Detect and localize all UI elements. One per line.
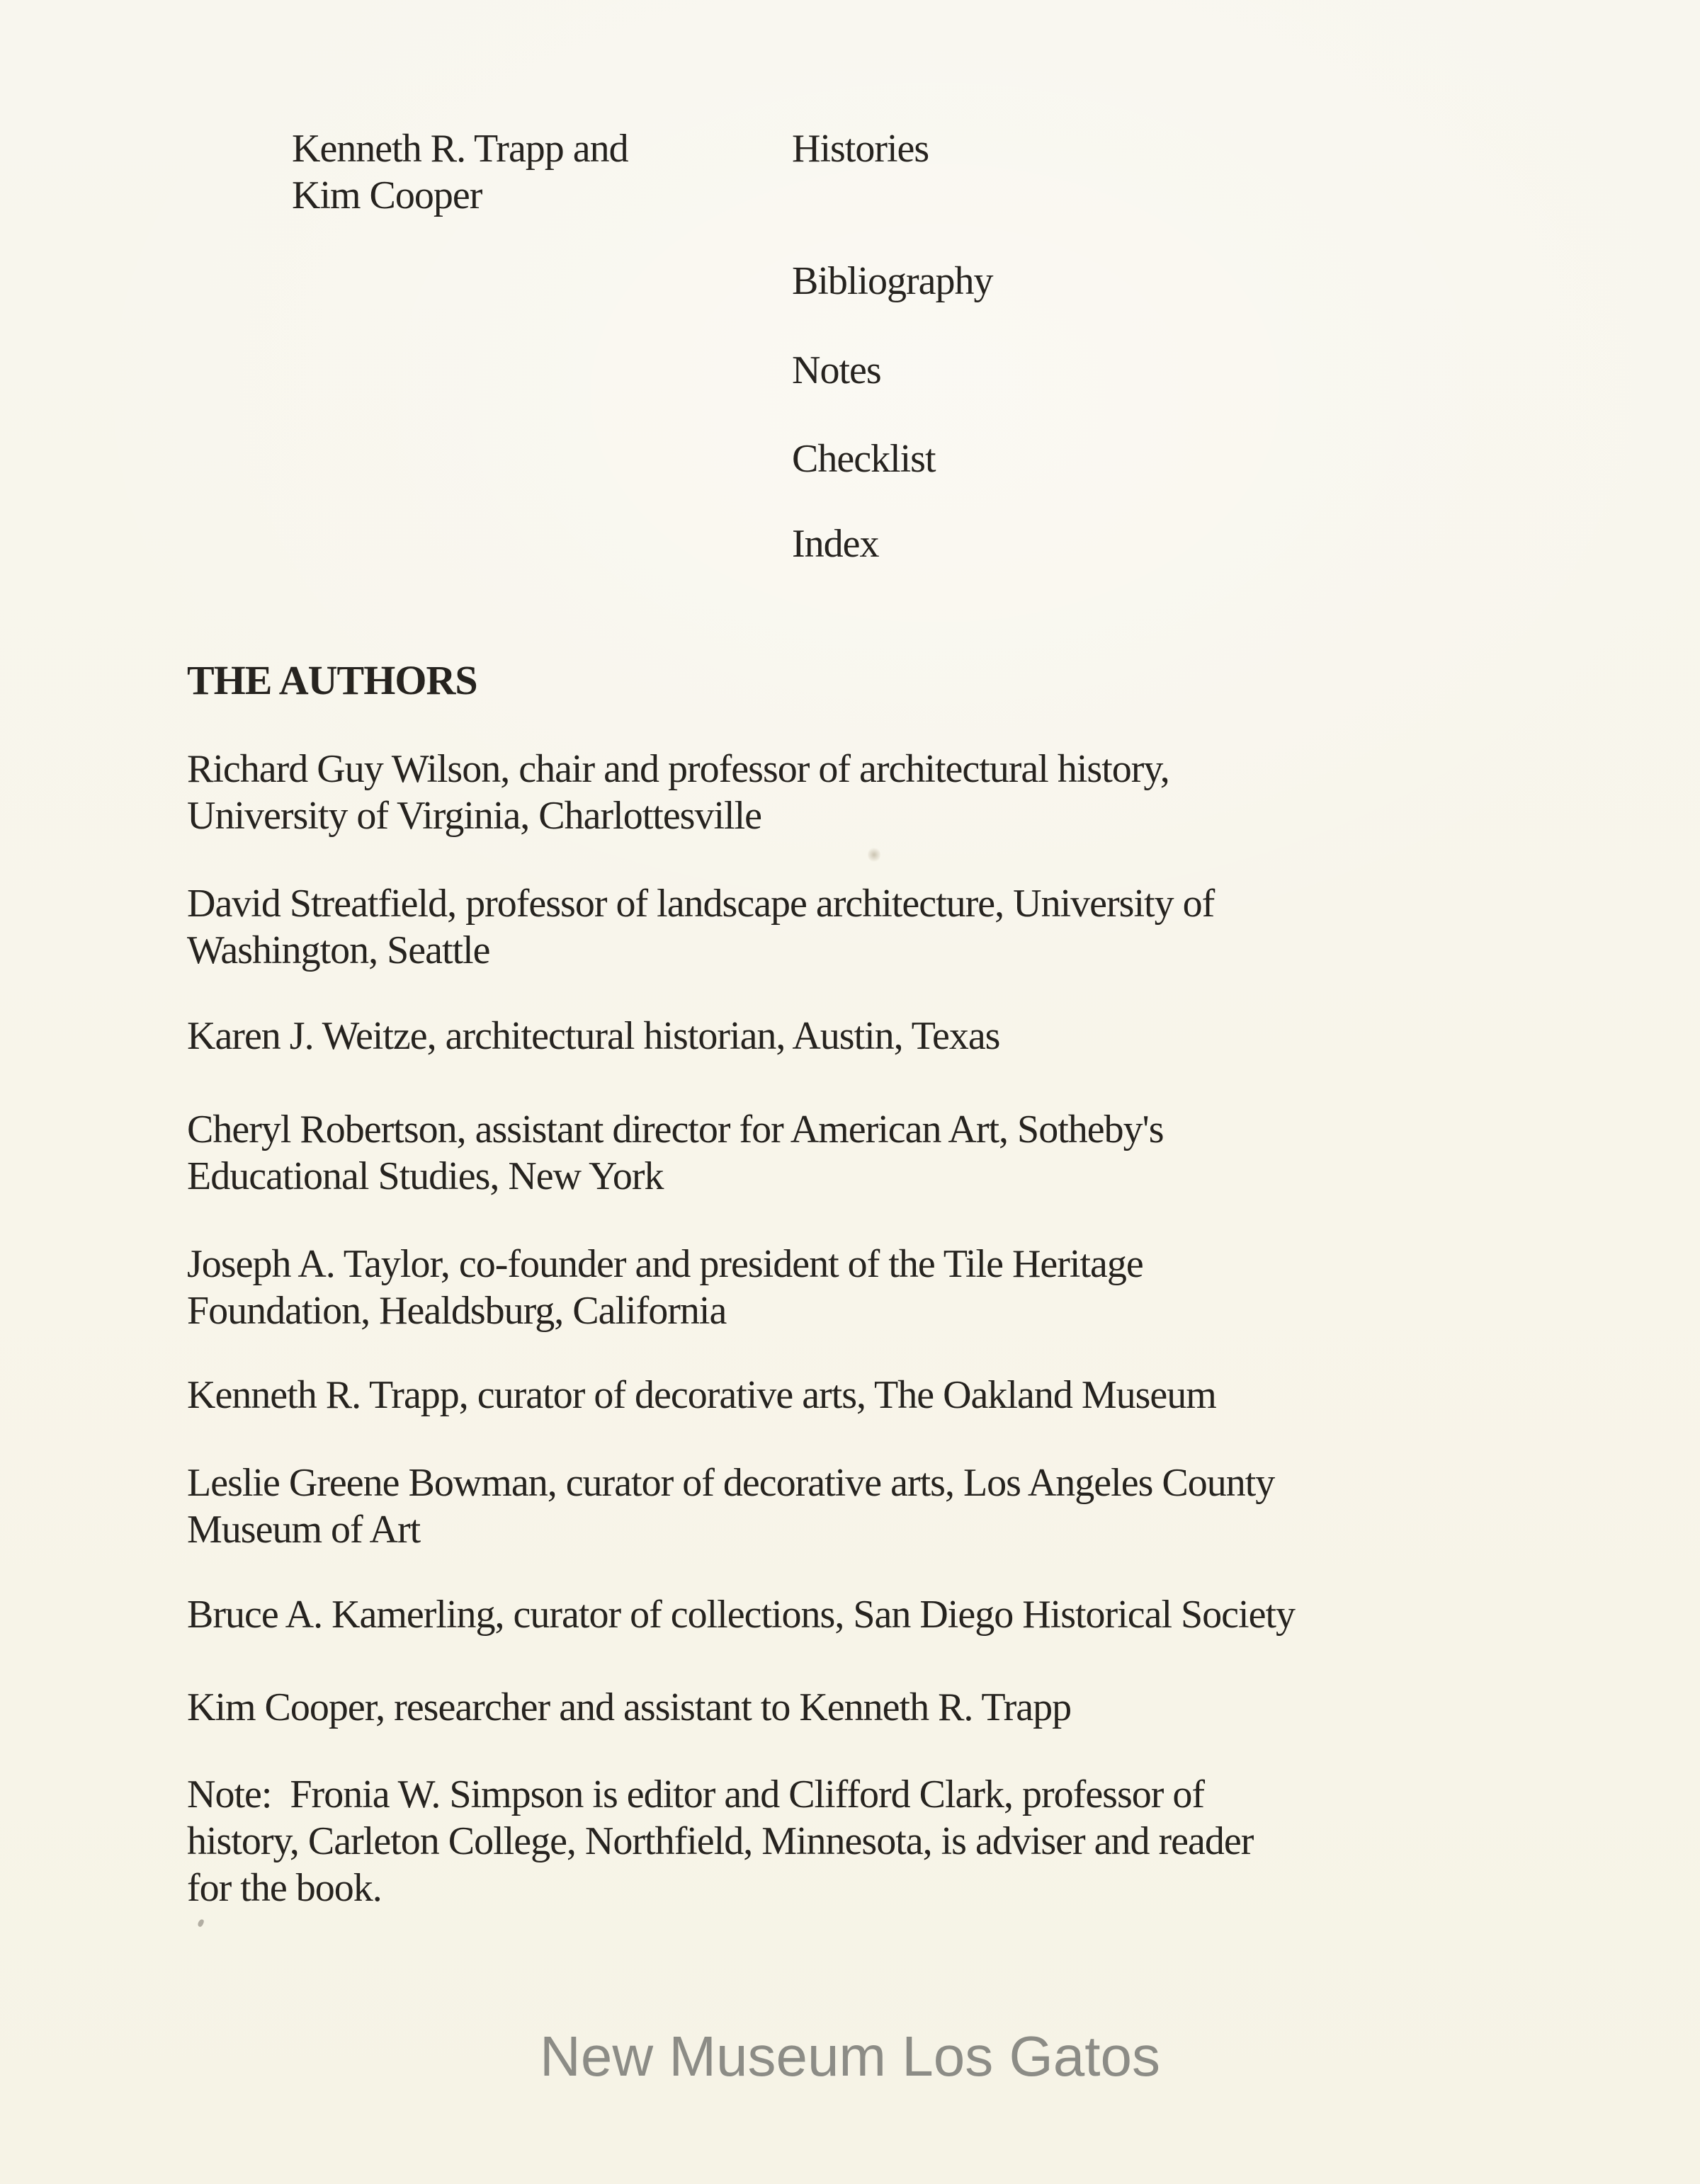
author-entry-trapp: [187, 1372, 1216, 1418]
contents-item-index: Index: [792, 522, 879, 566]
byline-line-1: Kenneth R. Trapp and: [292, 127, 628, 171]
author-line: Kim Cooper, researcher and assistant to Kenneth R. Trapp: [187, 1685, 1072, 1729]
scan-artifact-tick: [197, 1918, 205, 1928]
author-entry-weitze: [187, 1013, 999, 1059]
author-line: Kenneth R. Trapp, curator of decorative arts, The Oakland Museum: [187, 1373, 1216, 1417]
author-entry-taylor: [187, 1241, 1143, 1334]
author-entry-cooper: [187, 1684, 1071, 1731]
author-entry-bowman: [187, 1460, 1274, 1553]
note-line: Note: Fronia W. Simpson is editor and Clifford Clark, professor of: [187, 1773, 1205, 1816]
author-line: Bruce A. Kamerling, curator of collections, San Diego Historical Society: [187, 1593, 1296, 1637]
scan-artifact-dot: [868, 847, 880, 863]
contents-item-checklist: Checklist: [792, 437, 936, 481]
author-entry-robertson: [187, 1106, 1164, 1200]
author-line: Washington, Seattle: [187, 928, 490, 972]
author-line: Richard Guy Wilson, chair and professor of architectural history,: [187, 747, 1169, 791]
author-line: Leslie Greene Bowman, curator of decorative arts, Los Angeles County: [187, 1461, 1275, 1505]
byline: [292, 125, 628, 219]
authors-section-heading: THE AUTHORS: [187, 657, 477, 703]
author-line: University of Virginia, Charlottesville: [187, 794, 762, 838]
contents-item-histories: Histories: [792, 127, 929, 171]
author-line: David Streatfield, professor of landscape architecture, University of: [187, 882, 1215, 926]
author-entry-kamerling: [187, 1591, 1295, 1638]
author-line: Foundation, Healdsburg, California: [187, 1289, 727, 1333]
author-line: Museum of Art: [187, 1508, 421, 1552]
author-entry-streatfield: [187, 880, 1214, 974]
author-line: Educational Studies, New York: [187, 1154, 664, 1198]
watermark-text: New Museum Los Gatos: [540, 2025, 1160, 2088]
author-line: Cheryl Robertson, assistant director for American Art, Sotheby's: [187, 1108, 1164, 1151]
note-paragraph: [187, 1771, 1253, 1911]
note-line: for the book.: [187, 1866, 382, 1910]
byline-line-2: Kim Cooper: [292, 174, 482, 217]
author-line: Joseph A. Taylor, co-founder and president of the Tile Heritage: [187, 1242, 1143, 1286]
author-line: Karen J. Weitze, architectural historian, Austin, Texas: [187, 1014, 1000, 1058]
author-entry-wilson: [187, 746, 1169, 839]
note-line: history, Carleton College, Northfield, Minnesota, is adviser and reader: [187, 1819, 1254, 1863]
contents-item-bibliography: Bibliography: [792, 259, 993, 303]
contents-item-notes: Notes: [792, 348, 881, 392]
